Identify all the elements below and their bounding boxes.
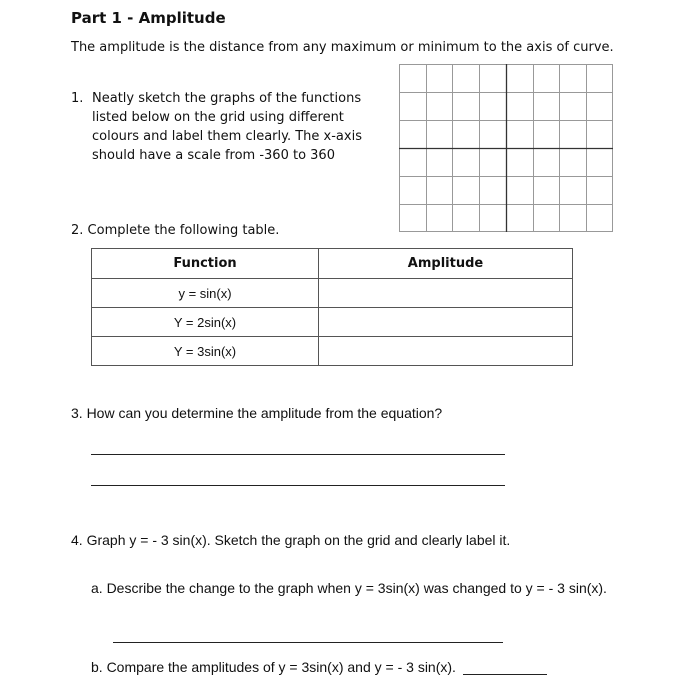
amplitude-table	[91, 248, 573, 366]
function-cell: y = sin(x)	[92, 279, 319, 308]
question-2: 2. Complete the following table.	[71, 223, 280, 238]
table-row	[92, 337, 573, 366]
amplitude-answer-cell[interactable]	[319, 308, 573, 337]
question-1-number: 1.	[71, 91, 84, 106]
question-4: 4. Graph y = - 3 sin(x). Sketch the graph on the grid and clearly label it.	[71, 532, 511, 548]
amplitude-answer-cell[interactable]	[319, 337, 573, 366]
function-cell: Y = 2sin(x)	[92, 308, 319, 337]
answer-line[interactable]	[463, 674, 547, 675]
table-row	[92, 308, 573, 337]
answer-line[interactable]	[91, 485, 505, 486]
table-row	[92, 279, 573, 308]
question-1	[71, 89, 371, 165]
answer-line[interactable]	[113, 642, 503, 643]
sketch-grid[interactable]	[399, 64, 613, 232]
intro-text: The amplitude is the distance from any maximum or minimum to the axis of curve.	[71, 40, 614, 55]
question-4a: a. Describe the change to the graph when y = 3sin(x) was changed to y = - 3 sin(x).	[91, 580, 607, 596]
header-function: Function	[92, 249, 319, 279]
question-3: 3. How can you determine the amplitude from the equation?	[71, 405, 443, 421]
function-cell: Y = 3sin(x)	[92, 337, 319, 366]
question-1-text: Neatly sketch the graphs of the functions listed below on the grid using different colours and label them clearly. The x-axis should have a scale from -360 to 360	[92, 91, 362, 163]
header-amplitude: Amplitude	[319, 249, 573, 279]
table-header-row	[92, 249, 573, 279]
answer-line[interactable]	[91, 454, 505, 455]
page-title: Part 1 - Amplitude	[71, 9, 226, 27]
amplitude-answer-cell[interactable]	[319, 279, 573, 308]
question-4b: b. Compare the amplitudes of y = 3sin(x) and y = - 3 sin(x).	[91, 659, 456, 675]
